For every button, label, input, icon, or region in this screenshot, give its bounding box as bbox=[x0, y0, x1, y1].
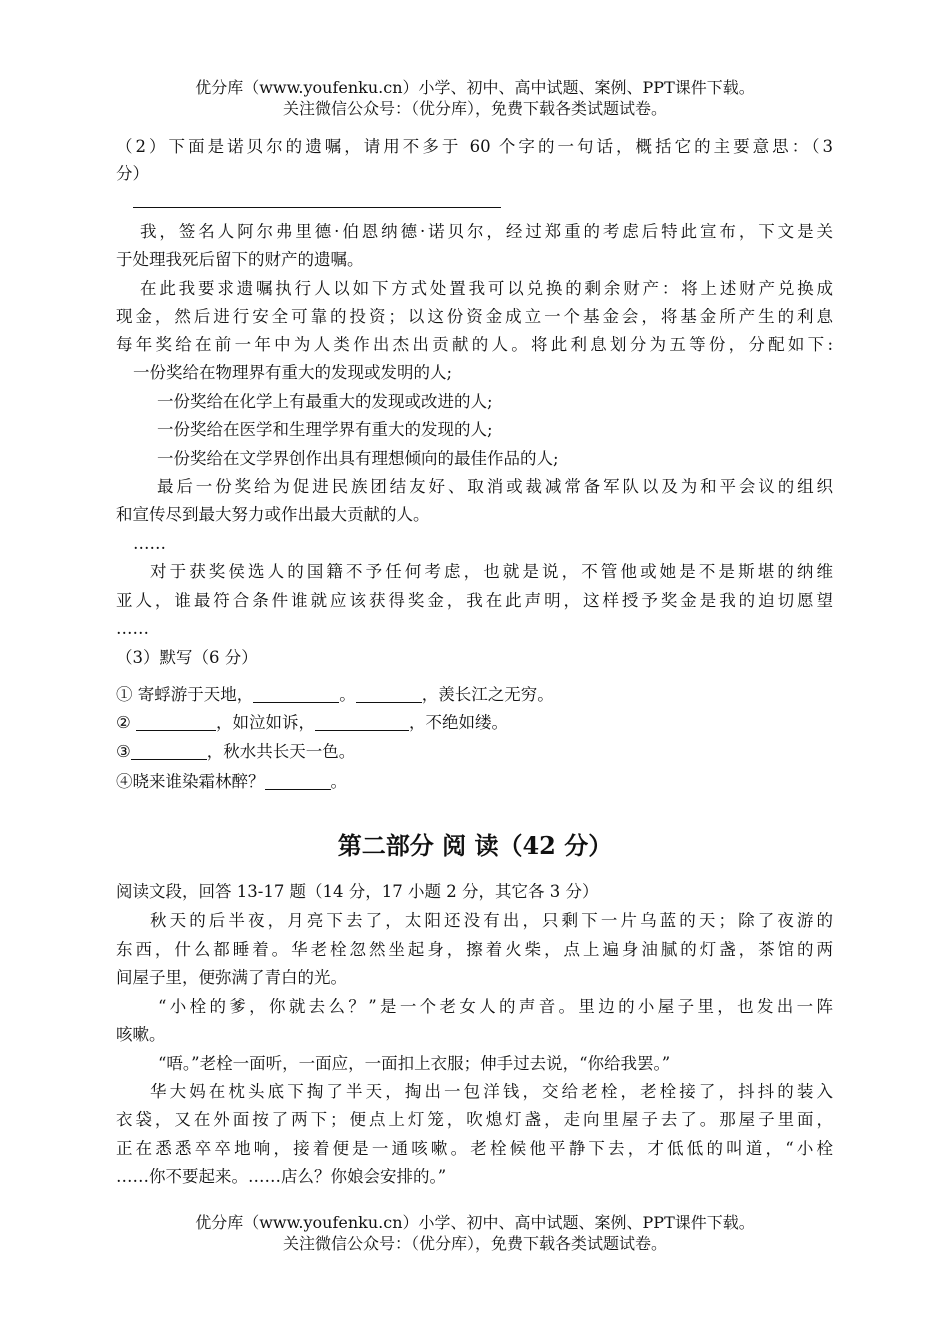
q3-item-4 bbox=[116, 770, 347, 794]
passage-p1-line-3: 间屋子里，便弥满了青白的光。 bbox=[116, 968, 347, 987]
will-p3-line-2: 亚人，谁最符合条件谁就应该获得奖金，我在此声明，这样授予奖金是我的迫切愿望 bbox=[116, 591, 833, 610]
will-p3-line-1: 对于获奖侯选人的国籍不予任何考虑，也就是说，不管他或她是不是斯堪的纳维 bbox=[150, 562, 833, 581]
q3-item-2 bbox=[116, 711, 508, 735]
passage-p3-line-1: “唔。”老栓一面听，一面应，一面扣上衣服；伸手过去说，“你给我罢。” bbox=[158, 1054, 671, 1073]
will-p3-line-3: …… bbox=[116, 619, 149, 638]
q3-item-1 bbox=[116, 683, 554, 707]
will-item-5-line-1: 最后一份奖给为促进民族团结友好、取消或裁减常备军队以及为和平会议的组织 bbox=[157, 477, 833, 496]
page-footer bbox=[0, 1212, 950, 1254]
will-item-2: 一份奖给在化学上有最重大的发现或改进的人; bbox=[157, 392, 493, 411]
will-p2-line-3: 每年奖给在前一年中为人类作出杰出贡献的人。将此利息划分为五等份，分配如下: bbox=[116, 335, 833, 354]
q3-item-3-blank-1[interactable] bbox=[131, 743, 207, 760]
q2-answer-line[interactable] bbox=[133, 207, 501, 208]
footer-line-1: 优分库（www.youfenku.cn）小学、初中、高中试题、案例、PPT课件下载。 bbox=[195, 1213, 755, 1232]
header-line-2: 关注微信公众号：（优分库），免费下载各类试题试卷。 bbox=[282, 99, 667, 118]
will-p2-line-1: 在此我要求遗嘱执行人以如下方式处置我可以兑换的剩余财产：将上述财产兑换成 bbox=[140, 279, 833, 298]
q2-prompt-line-1: （2）下面是诺贝尔的遗嘱，请用不多于 60 个字的一句话，概括它的主要意思：（3 bbox=[116, 137, 833, 156]
will-item-4: 一份奖给在文学界创作出具有理想倾向的最佳作品的人; bbox=[157, 449, 559, 468]
q3-item-4-blank-1[interactable] bbox=[265, 773, 331, 790]
q3-item-3 bbox=[116, 740, 355, 764]
will-item-1: 一份奖给在物理界有重大的发现或发明的人; bbox=[133, 363, 453, 382]
will-p1-line-1: 我，签名人阿尔弗里德·伯恩纳德·诺贝尔，经过郑重的考虑后特此宣布，下文是关 bbox=[140, 222, 833, 241]
section-2-instruction: 阅读文段，回答 13-17 题（14 分，17 小题 2 分，其它各 3 分） bbox=[116, 882, 599, 901]
section-2-title: 第二部分 阅 读（42 分） bbox=[337, 831, 613, 860]
q3-item-2-text-a: ② bbox=[116, 713, 137, 732]
q3-item-2-blank-1[interactable] bbox=[136, 714, 216, 731]
q3-item-1-text-c: ，羡长江之无穷。 bbox=[421, 685, 554, 704]
will-ellipsis: …… bbox=[133, 534, 166, 553]
q3-item-2-text-b: ，如泣如诉， bbox=[216, 713, 316, 732]
q3-item-2-blank-2[interactable] bbox=[315, 714, 409, 731]
q3-item-1-text-b: 。 bbox=[339, 685, 356, 704]
will-item-3: 一份奖给在医学和生理学界有重大的发现的人; bbox=[157, 420, 493, 439]
passage-p4-line-4: ……你不要起来。……店么？你娘会安排的。” bbox=[116, 1167, 447, 1186]
q2-prompt-line-2: 分） bbox=[116, 164, 149, 183]
passage-p2-line-1: “小栓的爹，你就去么？”是一个老女人的声音。里边的小屋子里，也发出一阵 bbox=[158, 997, 833, 1016]
will-item-5-line-2: 和宣传尽到最大努力或作出最大贡献的人。 bbox=[116, 505, 430, 524]
q3-item-1-text-a: ① 寄蜉游于天地， bbox=[116, 685, 254, 704]
footer-line-2: 关注微信公众号：（优分库），免费下载各类试题试卷。 bbox=[282, 1234, 667, 1253]
q3-item-2-text-c: ，不绝如缕。 bbox=[409, 713, 509, 732]
passage-p4-line-2: 衣袋，又在外面按了两下；便点上灯笼，吹熄灯盏，走向里屋子去了。那屋子里面， bbox=[116, 1110, 833, 1129]
passage-p2-line-2: 咳嗽。 bbox=[116, 1025, 166, 1044]
passage-p4-line-1: 华大妈在枕头底下掏了半天，掏出一包洋钱，交给老栓，老栓接了，抖抖的装入 bbox=[150, 1082, 833, 1101]
will-p1-line-2: 于处理我死后留下的财产的遗嘱。 bbox=[116, 250, 364, 269]
passage-p4-line-3: 正在悉悉卒卒地响，接着便是一通咳嗽。老栓候他平静下去，才低低的叫道，“小栓 bbox=[116, 1139, 833, 1158]
page-header bbox=[0, 77, 950, 119]
header-line-1: 优分库（www.youfenku.cn）小学、初中、高中试题、案例、PPT课件下载。 bbox=[195, 78, 755, 97]
q3-item-3-text-b: ，秋水共长天一色。 bbox=[206, 742, 356, 761]
q3-item-4-text-a: ④晓来谁染霜林醉？ bbox=[116, 772, 265, 791]
q3-item-4-text-b: 。 bbox=[330, 772, 347, 791]
q3-item-1-blank-1[interactable] bbox=[253, 686, 339, 703]
q3-item-1-blank-2[interactable] bbox=[356, 686, 422, 703]
q3-title: （3）默写（6 分） bbox=[116, 648, 258, 667]
passage-p1-line-2: 东西，什么都睡着。华老栓忽然坐起身，擦着火柴，点上遍身油腻的灯盏，茶馆的两 bbox=[116, 940, 833, 959]
will-p2-line-2: 现金，然后进行安全可靠的投资；以这份资金成立一个基金会，将基金所产生的利息 bbox=[116, 307, 833, 326]
q3-item-3-text-a: ③ bbox=[116, 742, 131, 761]
passage-p1-line-1: 秋天的后半夜，月亮下去了，太阳还没有出，只剩下一片乌蓝的天；除了夜游的 bbox=[150, 911, 833, 930]
